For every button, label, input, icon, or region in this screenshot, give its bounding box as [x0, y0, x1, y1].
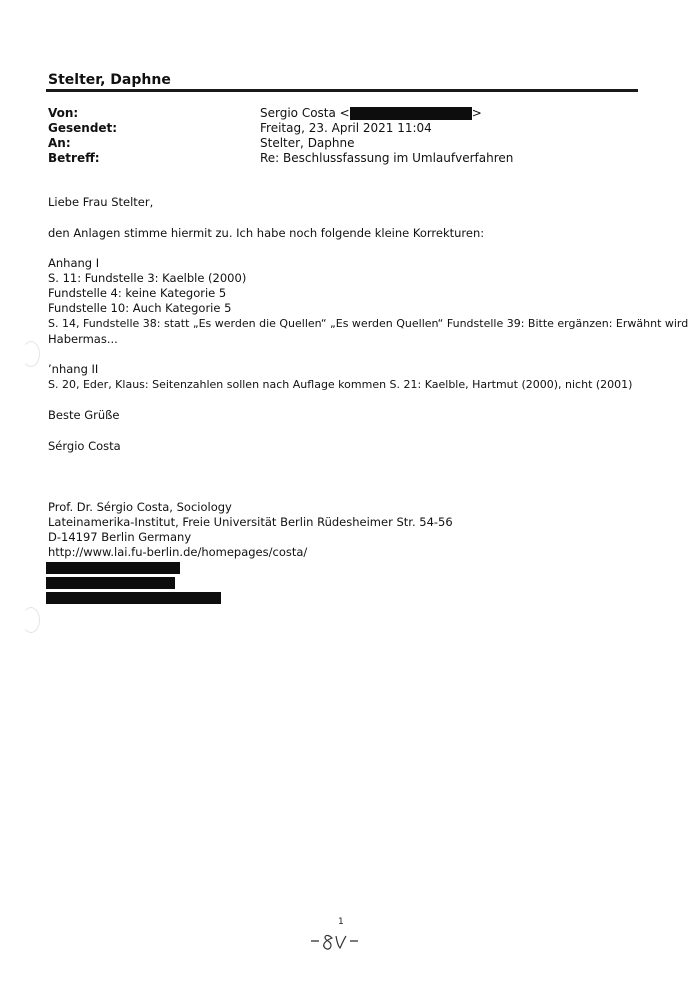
from-name: Sergio Costa < — [260, 106, 350, 120]
from-value — [260, 106, 482, 120]
handwritten-page-mark — [308, 928, 362, 954]
punch-hole — [22, 607, 40, 633]
anhang1-line: Fundstelle 10: Auch Kategorie 5 — [48, 301, 232, 315]
greeting: Liebe Frau Stelter, — [48, 195, 154, 209]
punch-hole — [22, 341, 40, 367]
subject-value: Re: Beschlussfassung im Umlaufverfahren — [260, 151, 514, 165]
to-label: An: — [48, 136, 71, 150]
from-label: Von: — [48, 106, 79, 120]
from-close: > — [471, 106, 482, 120]
anhang2-line: S. 20, Eder, Klaus: Seitenzahlen sollen nach Auflage kommen S. 21: Kaelble, Hartmut (2000), nicht (2001) — [48, 378, 633, 391]
sender-name: Sérgio Costa — [48, 439, 121, 453]
signature-line: Prof. Dr. Sérgio Costa, Sociology — [48, 500, 232, 514]
anhang2-heading: ’nhang II — [48, 362, 99, 376]
anhang1-line: Habermas... — [48, 332, 118, 346]
anhang1-line: S. 11: Fundstelle 3: Kaelble (2000) — [48, 271, 247, 285]
signature-line: Lateinamerika-Institut, Freie Universität Berlin Rüdesheimer Str. 54-56 — [48, 515, 453, 529]
redacted-email — [350, 107, 472, 120]
page-title: Stelter, Daphne — [48, 72, 171, 88]
signature-line: http://www.lai.fu-berlin.de/homepages/costa/ — [48, 545, 308, 559]
to-value: Stelter, Daphne — [260, 136, 355, 150]
page-number: 1 — [338, 917, 344, 927]
sent-label: Gesendet: — [48, 121, 118, 135]
anhang1-heading: Anhang I — [48, 256, 100, 270]
subject-label: Betreff: — [48, 151, 100, 165]
closing: Beste Grüße — [48, 408, 120, 422]
redaction-bar — [46, 592, 221, 604]
sent-value: Freitag, 23. April 2021 11:04 — [260, 121, 432, 135]
intro-text: den Anlagen stimme hiermit zu. Ich habe noch folgende kleine Korrekturen: — [48, 226, 485, 240]
anhang1-line: Fundstelle 4: keine Kategorie 5 — [48, 286, 227, 300]
title-rule — [46, 89, 638, 92]
redaction-bar — [46, 562, 180, 574]
redaction-bar — [46, 577, 175, 589]
anhang1-line: S. 14, Fundstelle 38: statt „Es werden die Quellen“ „Es werden Quellen“ Fundstelle 39: Bitte ergänzen: Erwähnt wird — [48, 317, 689, 330]
signature-line: D-14197 Berlin Germany — [48, 530, 192, 544]
